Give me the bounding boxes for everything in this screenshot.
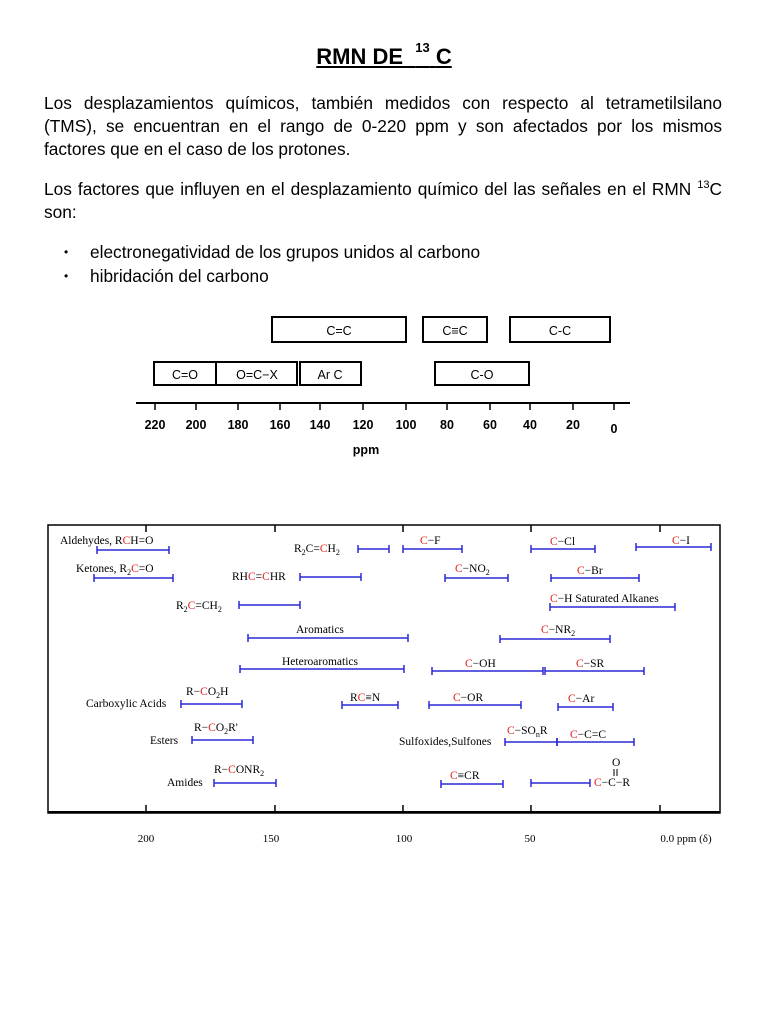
row-label: $R-CO_2H$ (186, 686, 229, 700)
row-label: $C-NO_2$ (455, 563, 490, 577)
row-label: C−Cl (550, 536, 576, 548)
x-tick-label: 100 (395, 418, 417, 432)
row-label: $R_2C=CH_2$ (176, 600, 222, 614)
x-tick-label: 120 (352, 418, 374, 432)
row-label: Aldehydes, RCH=O (60, 535, 154, 547)
row-label: Ketones, $R_2C=O$ (76, 563, 154, 577)
x-tick-label: 100 (395, 833, 413, 845)
range-label: Ar C (317, 368, 343, 382)
x-tick-label: 150 (262, 833, 280, 845)
row-label: O (612, 757, 621, 769)
row-label: C−Ar (568, 693, 595, 705)
row-label: Aromatics (296, 624, 344, 636)
row-label: $C-NR_2$ (541, 624, 576, 638)
x-tick-label: 200 (137, 833, 155, 845)
row-label: $R-CO_2R'$ (194, 722, 238, 736)
row-label: C−SR (576, 658, 605, 670)
row-label: $R_2C=CH_2$ (294, 543, 340, 557)
row-label: C−OR (453, 692, 484, 704)
range-label: C=C (326, 324, 352, 338)
x-tick-label: 0 (610, 422, 618, 436)
row-label: Esters (150, 735, 179, 747)
row-label: Sulfoxides,Sulfones (399, 736, 492, 748)
shift-range-chart (0, 300, 768, 470)
shift-table-chart (0, 510, 768, 850)
factors-paragraph: Los factores que influyen en el desplazamiento químico del las señales en el RMN $^{13}$C son: (44, 179, 722, 222)
row-label: Carboxylic Acids (86, 698, 167, 710)
x-tick-label: 60 (483, 418, 497, 432)
x-axis-label: ppm (352, 443, 380, 457)
row-label: $C-SO_nR$ (507, 725, 548, 739)
x-tick-label: 40 (523, 418, 537, 432)
x-tick-label: 0.0 ppm (δ) (660, 833, 712, 845)
range-label: O=C−X (236, 368, 278, 382)
row-label: C−Br (577, 565, 603, 577)
row-label: Amides (167, 777, 203, 789)
row-label: Heteroaromatics (282, 656, 358, 668)
x-tick-label: 220 (144, 418, 166, 432)
x-tick-label: 50 (524, 833, 536, 845)
intro-paragraph: Los desplazamientos químicos, también medidos con respecto al tetrametilsilano (TMS), se encuentran en el rango de 0-220 ppm y son afectados por los mismos factores que en el caso de los protones. (44, 93, 722, 159)
row-label: C−C−R (594, 777, 630, 789)
list-item: • electronegatividad de los grupos unidos al carbono (64, 240, 480, 264)
row-label: C−I (672, 535, 690, 547)
x-tick-label: 20 (566, 418, 580, 432)
range-label: C≡C (442, 324, 468, 338)
row-label: C−C=C (570, 729, 606, 741)
row-label: C≡CR (450, 770, 480, 782)
row-label: C−H Saturated Alkanes (550, 593, 659, 605)
range-label: C=O (171, 368, 199, 382)
x-tick-label: 140 (309, 418, 331, 432)
range-label: C-O (470, 368, 494, 382)
row-label: C−F (420, 535, 441, 547)
range-label: C-C (548, 324, 572, 338)
x-tick-label: 80 (440, 418, 454, 432)
row-label: $R-CONR_2$ (214, 764, 265, 778)
x-tick-label: 160 (269, 418, 291, 432)
row-label: C−OH (465, 658, 496, 670)
row-label: RHC=CHR (232, 571, 286, 583)
x-tick-label: 200 (185, 418, 207, 432)
page-title: RMN DE $^{13}$ C (316, 40, 452, 69)
row-label: RC≡N (350, 692, 381, 704)
x-tick-label: 180 (227, 418, 249, 432)
list-item: • hibridación del carbono (64, 264, 480, 288)
factors-list (64, 240, 480, 288)
